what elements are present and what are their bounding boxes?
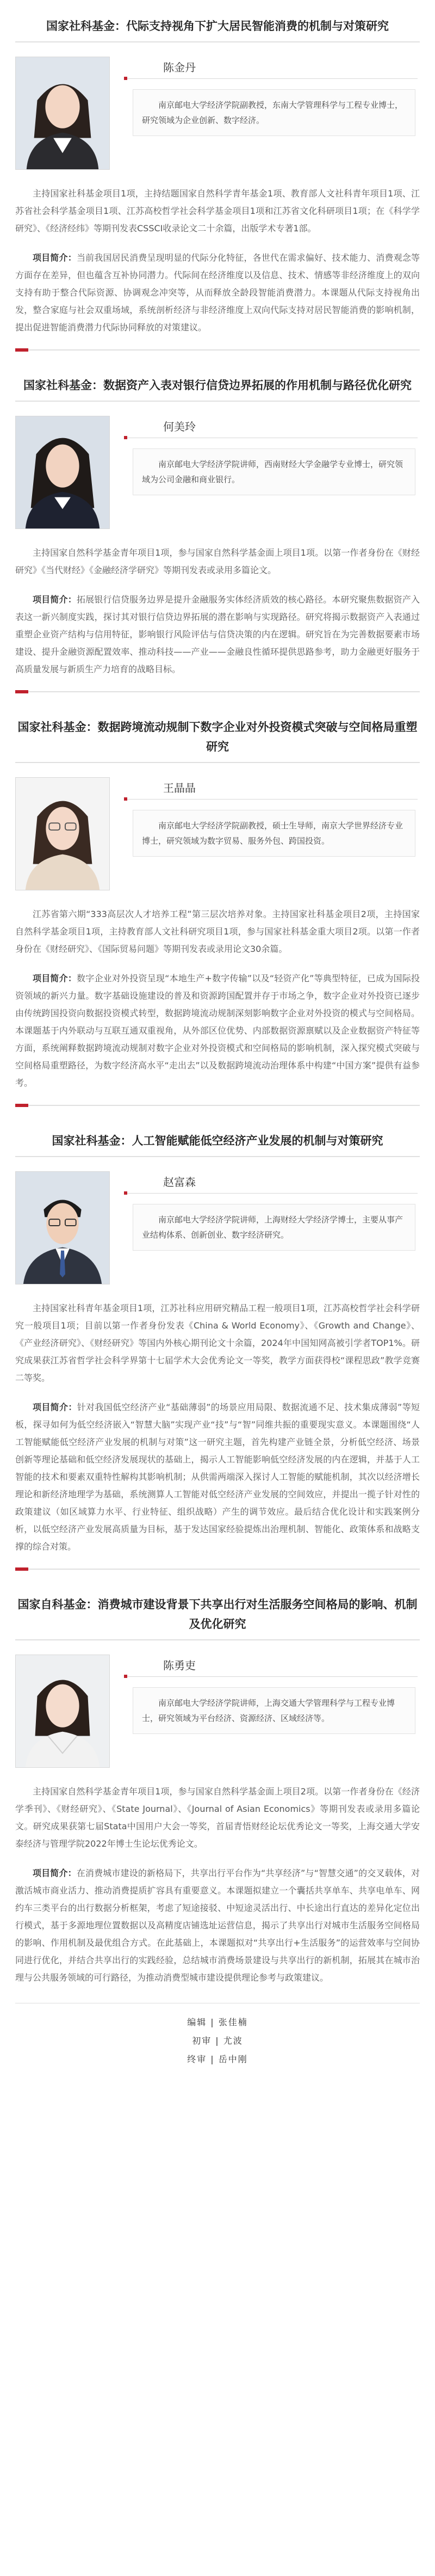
profile-card <box>0 1165 435 1280</box>
project-title: 国家社科基金：人工智能赋能低空经济产业发展的机制与对策研究 <box>52 1134 383 1147</box>
section-divider <box>15 691 420 692</box>
researcher-bio: 南京邮电大学经济学院讲师，西南财经大学金融学专业博士，研究领域为公司金融和商业银行。 <box>133 448 415 495</box>
project-title: 国家社科基金：数据跨境流动规制下数字企业对外投资模式突破与空间格局重塑研究 <box>17 721 418 753</box>
section-divider <box>15 1569 420 1570</box>
paragraph-text: 主持国家社科青年基金项目1项，江苏社科应用研究精品工程一般项目1项，江苏高校哲学社会科学研究一般项目1项；目前以第一作者身份发表《China & World Economy》、《Growth and Change》、《产业经济研究》、《财经研究》等国内外核心期刊论文十余篇，2024年中国知网高被引学者TOP1%。研究成果获江苏省哲学社会科学界第十七届学术大会优秀论文一等奖，教学方面获得校“课程思政”教学竞赛二等奖。 <box>15 1303 420 1383</box>
section-body <box>15 185 420 336</box>
divider-accent <box>15 1104 28 1107</box>
portrait-photo <box>15 416 110 529</box>
name-marker <box>124 1191 127 1195</box>
achievement-paragraph <box>15 185 420 237</box>
paragraph-text: 主持国家自然科学基金青年项目1项，参与国家自然科学基金面上项目1项。以第一作者身份在《财经研究》《当代财经》《金融经济学研究》等期刊发表或录用多篇论文。 <box>15 548 420 575</box>
section-body <box>15 906 420 1092</box>
profile-card <box>0 771 435 886</box>
section-body <box>15 544 420 678</box>
intro-label: 项目简介： <box>33 594 77 605</box>
name-marker <box>124 436 127 439</box>
name-marker <box>124 1675 127 1678</box>
name-divider <box>124 799 418 800</box>
profile-card <box>0 1648 435 1763</box>
project-intro-paragraph <box>15 970 420 1092</box>
name-divider <box>124 1676 418 1677</box>
achievement-paragraph <box>15 1300 420 1387</box>
paragraph-text: 江苏省第六期“333高层次人才培养工程”第三层次培养对象。主持国家社科基金项目2项，主持国家自然科学基金项目1项，主持教育部人文社科研究项目1项，参与国家社科基金重大项目2项。以第一作者身份在《财经研究》、《国际贸易问题》等期刊发表或录用论文30余篇。 <box>15 909 420 954</box>
researcher-name: 陈勇吏 <box>163 1659 196 1672</box>
name-divider <box>124 1193 418 1194</box>
title-divider <box>15 1156 420 1157</box>
section-body <box>15 1783 420 1987</box>
researcher-bio: 南京邮电大学经济学院讲师，上海财经大学经济学博士，主要从事产业结构体系、创新创业、数字经济研究。 <box>133 1204 415 1251</box>
editor-credit: 编辑 | 张佳楠 <box>187 2017 248 2027</box>
intro-label: 项目简介： <box>33 1402 77 1412</box>
project-intro-paragraph <box>15 1865 420 1987</box>
project-intro-paragraph <box>15 249 420 336</box>
name-marker <box>124 77 127 80</box>
title-divider <box>15 41 420 42</box>
project-title: 国家自科基金：消费城市建设背景下共享出行对生活服务空间格局的影响、机制及优化研究 <box>17 1598 418 1631</box>
name-divider <box>124 78 418 79</box>
section-body <box>15 1300 420 1556</box>
profile-card <box>0 50 435 165</box>
section-divider <box>15 349 420 351</box>
project-title: 国家社科基金：数据资产入表对银行信贷边界拓展的作用机制与路径优化研究 <box>23 379 412 392</box>
researcher-name: 赵富森 <box>163 1176 196 1189</box>
project-section <box>0 1595 435 1987</box>
title-divider <box>15 401 420 402</box>
achievement-paragraph <box>15 544 420 579</box>
project-section <box>0 16 435 351</box>
title-divider <box>15 1639 420 1640</box>
profile-card <box>0 409 435 525</box>
final-review-credit: 终审 | 岳中刚 <box>187 2054 248 2064</box>
name-marker <box>124 797 127 801</box>
divider-accent <box>15 690 28 693</box>
portrait-photo <box>15 777 110 890</box>
researcher-bio: 南京邮电大学经济学院副教授，东南大学管理科学与工程专业博士，研究领域为企业创新、数字经济。 <box>133 89 415 136</box>
project-intro-paragraph <box>15 1399 420 1556</box>
divider-accent <box>15 1567 28 1571</box>
researcher-name: 王晶晶 <box>163 782 196 795</box>
credits-block <box>15 2003 420 2069</box>
project-section <box>0 376 435 692</box>
intro-label: 项目简介： <box>33 253 77 263</box>
intro-label: 项目简介： <box>33 1868 77 1878</box>
paragraph-text: 拓展银行信贷服务边界是提升金融服务实体经济质效的核心路径。本研究聚焦数据资产入表这一新兴制度实践，探讨其对银行信贷边界拓展的潜在影响与实现路径。研究将揭示数据资产入表通过重塑企业资产结构与信用特征，影响银行风险评估与信贷决策的内在逻辑。研究旨在为完善数据要素市场建设、提升金融资源配置效率、推动科技——产业——金融良性循环提供思路参考，助力金融更好服务于高质量发展与新质生产力培育的战略目标。 <box>15 594 420 674</box>
project-intro-paragraph <box>15 591 420 678</box>
portrait-photo <box>15 1655 110 1768</box>
researcher-name: 陈金丹 <box>163 61 196 74</box>
researcher-name: 何美玲 <box>163 420 196 433</box>
intro-label: 项目简介： <box>33 973 77 983</box>
project-section <box>0 717 435 1106</box>
portrait-photo <box>15 1171 110 1284</box>
project-title: 国家社科基金：代际支持视角下扩大居民智能消费的机制与对策研究 <box>46 20 389 33</box>
paragraph-text: 主持国家社科基金项目1项，主持结题国家自然科学青年基金1项、教育部人文社科青年项目1项、江苏省社会科学基金项目1项、江苏高校哲学社会科学基金项目1项和江苏省文化科研项目1项；在《科学学研究》、《经济经纬》等期刊发表CSSCI收录论文二十余篇，出版学术专著1部。 <box>15 188 420 233</box>
achievement-paragraph <box>15 906 420 958</box>
achievement-paragraph <box>15 1783 420 1853</box>
title-divider <box>15 762 420 763</box>
paragraph-text: 数字企业对外投资呈现“本地生产+数字传输”以及“轻资产化”等典型特征，已成为国际投资领域的新兴力量。数字基础设施建设的普及和资源跨国配置并存于市场之争，数字企业对外投资已逐步由传统跨国投资向数据投资模式转型，数据跨境流动规制深刻影响数字企业对外投资的模式与空间格局。本课题基于内外联动与互联互通双重视角，从外部区位优势、内部数据资源禀赋以及企业数据资产特征等方面，系统阐释数据跨境流动规制对数字企业对外投资模式和空间格局的影响机制，深入探究模式突破与空间格局重塑路径，为数字经济高水平“走出去”以及数据跨境流动治理体系中构建“中国方案”提供有益参考。 <box>15 973 420 1088</box>
researcher-bio: 南京邮电大学经济学院讲师，上海交通大学管理科学与工程专业博士，研究领域为平台经济、资源经济、区域经济等。 <box>133 1687 415 1734</box>
paragraph-text: 当前我国居民消费呈现明显的代际分化特征，各世代在需求偏好、技术能力、消费观念等方面存在差异，但也蕴含互补协同潜力。代际间在经济维度以及信息、技术、情感等非经济维度上的双向支持有助于整合代际资源、协调观念冲突等，从而释放全龄段智能消费潜力。本课题从代际支持视角出发，整合家庭与社会双重场域，系统剖析经济与非经济维度上双向代际支持对居民智能消费的影响机制，提出促进智能消费潜力代际协同释放的对策建议。 <box>15 253 420 333</box>
paragraph-text: 针对我国低空经济产业“基础薄弱”的场景应用局限、数据流通不足、技术集成薄弱”等短板，探寻如何为低空经济嵌入“智慧大脑”实现产业“技”与“智”同维共振的重要现实意义。本课题围绕“人工智能赋能低空经济产业发展的机制与对策”这一研究主题，首先构建产业链全景，分析低空经济、场景创新等理论基础和低空经济发展现状的基础上，揭示人工智能影响低空经济发展的内在逻辑，并基于人工智能的技术和要素双重特性解构其影响机制；从供需两端深入探讨人工智能的赋能机制，其次以经济增长理论和新经济地理学为基础，系统测算人工智能对低空经济产业发展的空间效应，并提出一揽子针对性的政策建议（如区域算力水平、行业特征、组织战略）产生的调节效应。最后结合优化设计和实践案例分析，以低空经济产业发展高质量为目标，基于发达国家经验提炼出治理机制、智能化、政策体系和战略支撑的综合对策。 <box>15 1402 420 1552</box>
divider-accent <box>15 348 28 352</box>
first-review-credit: 初审 | 尤波 <box>192 2036 243 2046</box>
researcher-bio: 南京邮电大学经济学院副教授，硕士生导师，南京大学世界经济专业博士，研究领域为数字贸易、服务外包、跨国投资。 <box>133 810 415 857</box>
project-section <box>0 1131 435 1570</box>
paragraph-text: 在消费城市建设的新格局下，共享出行平台作为“共享经济”与“智慧交通”的交叉载体，对激活城市商业活力、推动消费提质扩容具有重要意义。本课题拟建立一个囊括共享单车、共享电单车、网约车三类平台的出行数据分析框架，考虑了短途接驳、中短途灵活出行、中长途出行直达的差异化定位出行模式，基于多源地理位置数据以及高精度店铺选址运营信息，揭示了共享出行对城市生活服务空间格局的影响、作用机制及最优组合方式。在此基础上，本课题拟对“共享出行+生活服务”的运营效率与空间协同进行优化，并结合共享出行的实践经验，总结城市消费场景建设与共享出行的新机制，拓展其在城市治理与公共服务领域的可行路径，为推动消费型城市建设提供理论参考与政策建议。 <box>15 1868 420 1983</box>
portrait-photo <box>15 57 110 170</box>
section-divider <box>15 1105 420 1106</box>
paragraph-text: 主持国家自然科学基金青年项目1项，参与国家自然科学基金面上项目2项。以第一作者身份在《经济学季刊》、《财经研究》、《State Journal》、《Journal of Asian Economics》等期刊发表或录用多篇论文。研究成果获第七届Stata中国用户大会一等奖，首届青悟财经论坛优秀论文一等奖，上海交通大学安泰经济与管理学院2022年博士生论坛优秀论文。 <box>15 1786 420 1849</box>
